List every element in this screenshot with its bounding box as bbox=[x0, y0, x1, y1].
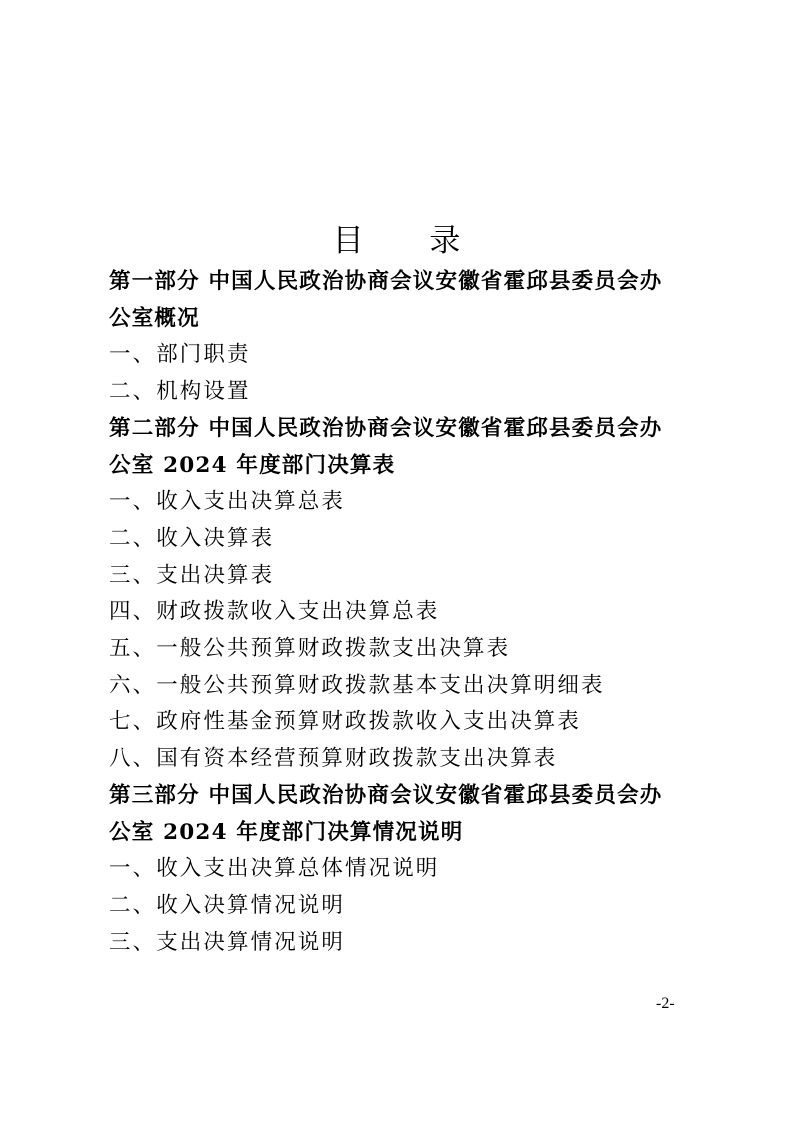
part-heading-continued[interactable]: 公室 2024 年度部门决算情况说明 bbox=[109, 819, 464, 845]
part-heading[interactable]: 第三部分 中国人民政治协商会议安徽省霍邱县委员会办 bbox=[109, 782, 663, 808]
toc-item[interactable]: 五、一般公共预算财政拨款支出决算表 bbox=[109, 636, 511, 662]
toc-part-1 bbox=[109, 264, 699, 411]
toc-item[interactable]: 六、一般公共预算财政拨款基本支出决算明细表 bbox=[109, 672, 605, 698]
part-heading-continued[interactable]: 公室 2024 年度部门决算表 bbox=[109, 452, 396, 478]
toc-item[interactable]: 三、支出决算情况说明 bbox=[109, 929, 346, 955]
toc-item[interactable]: 三、支出决算表 bbox=[109, 562, 275, 588]
toc-item[interactable]: 一、收入支出决算总体情况说明 bbox=[109, 856, 440, 882]
page-number: -2- bbox=[656, 995, 675, 1012]
toc-item[interactable]: 四、财政拨款收入支出决算总表 bbox=[109, 599, 440, 625]
table-of-contents bbox=[109, 264, 699, 961]
part-heading[interactable]: 第二部分 中国人民政治协商会议安徽省霍邱县委员会办 bbox=[109, 415, 663, 441]
page-title: 目 录 bbox=[332, 223, 489, 259]
toc-item[interactable]: 一、部门职责 bbox=[109, 342, 251, 368]
toc-item[interactable]: 一、收入支出决算总表 bbox=[109, 489, 346, 515]
toc-item[interactable]: 八、国有资本经营预算财政拨款支出决算表 bbox=[109, 746, 558, 772]
part-heading-continued[interactable]: 公室概况 bbox=[109, 305, 200, 331]
toc-item[interactable]: 二、收入决算表 bbox=[109, 525, 275, 551]
toc-part-2 bbox=[109, 411, 699, 778]
toc-item[interactable]: 二、收入决算情况说明 bbox=[109, 892, 346, 918]
toc-part-3 bbox=[109, 778, 699, 962]
toc-item[interactable]: 二、机构设置 bbox=[109, 379, 251, 405]
toc-item[interactable]: 七、政府性基金预算财政拨款收入支出决算表 bbox=[109, 709, 582, 735]
part-heading[interactable]: 第一部分 中国人民政治协商会议安徽省霍邱县委员会办 bbox=[109, 269, 663, 294]
